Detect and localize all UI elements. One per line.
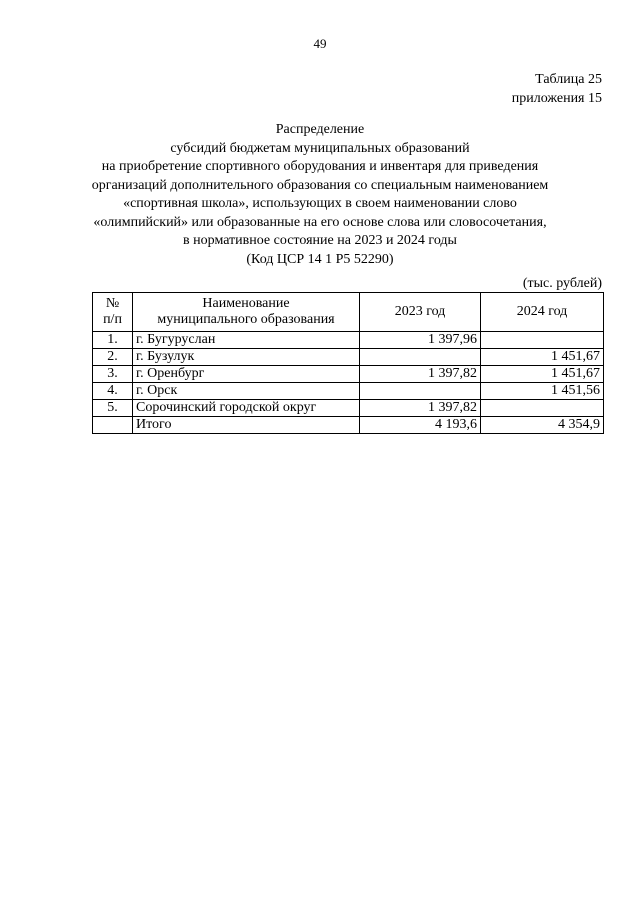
table-total-row [93,417,604,434]
table-row [93,332,604,349]
total-label: Итого [133,417,360,434]
table-number: Таблица 25 [535,72,602,87]
row-name: г. Бугуруслан [133,332,360,349]
row-2024: 1 451,67 [481,349,604,366]
row-num: 2. [93,349,133,366]
row-2024: 1 451,56 [481,383,604,400]
row-2024: 1 451,67 [481,366,604,383]
row-2023 [360,349,481,366]
units-label: (тыс. рублей) [522,276,602,291]
header-name: Наименование муниципального образования [133,293,360,332]
appendix-number: приложения 15 [511,91,602,106]
row-2023: 1 397,82 [360,400,481,417]
heading-line: субсидий бюджетам муниципальных образований [170,140,470,156]
row-2023: 1 397,82 [360,366,481,383]
row-num: 4. [93,383,133,400]
total-2023: 4 193,6 [360,417,481,434]
table-header-row [93,293,604,332]
header-2023: 2023 год [360,293,481,332]
row-name: г. Оренбург [133,366,360,383]
total-num [93,417,133,434]
row-num: 1. [93,332,133,349]
page-number: 49 [313,36,327,51]
subsidy-table [92,292,604,434]
total-2024: 4 354,9 [481,417,604,434]
heading-line: «спортивная школа», использующих в своем наименовании слово [123,196,517,211]
heading-line: организаций дополнительного образования со специальным наименованием [91,177,549,193]
row-2024 [481,332,604,349]
heading-line: «олимпийский» или образованные на его основе слова или словосочетания, [93,214,547,230]
row-2023: 1 397,96 [360,332,481,349]
row-2023 [360,383,481,400]
table-row [93,400,604,417]
row-name: Сорочинский городской округ [133,400,360,417]
table-row [93,383,604,400]
heading-line: в нормативное состояние на 2023 и 2024 годы [183,233,457,248]
heading-code-line: (Код ЦСР 14 1 Р5 52290) [246,251,394,267]
row-2024 [481,400,604,417]
row-num: 5. [93,400,133,417]
table-row [93,366,604,383]
row-num: 3. [93,366,133,383]
heading-line: Распределение [275,122,365,137]
table-row [93,349,604,366]
table-reference [512,70,602,108]
row-name: г. Орск [133,383,360,400]
document-heading [60,121,580,269]
heading-line: на приобретение спортивного оборудования и инвентаря для приведения [101,159,539,174]
header-num: № п/п [93,293,133,332]
row-name: г. Бузулук [133,349,360,366]
header-2024: 2024 год [481,293,604,332]
